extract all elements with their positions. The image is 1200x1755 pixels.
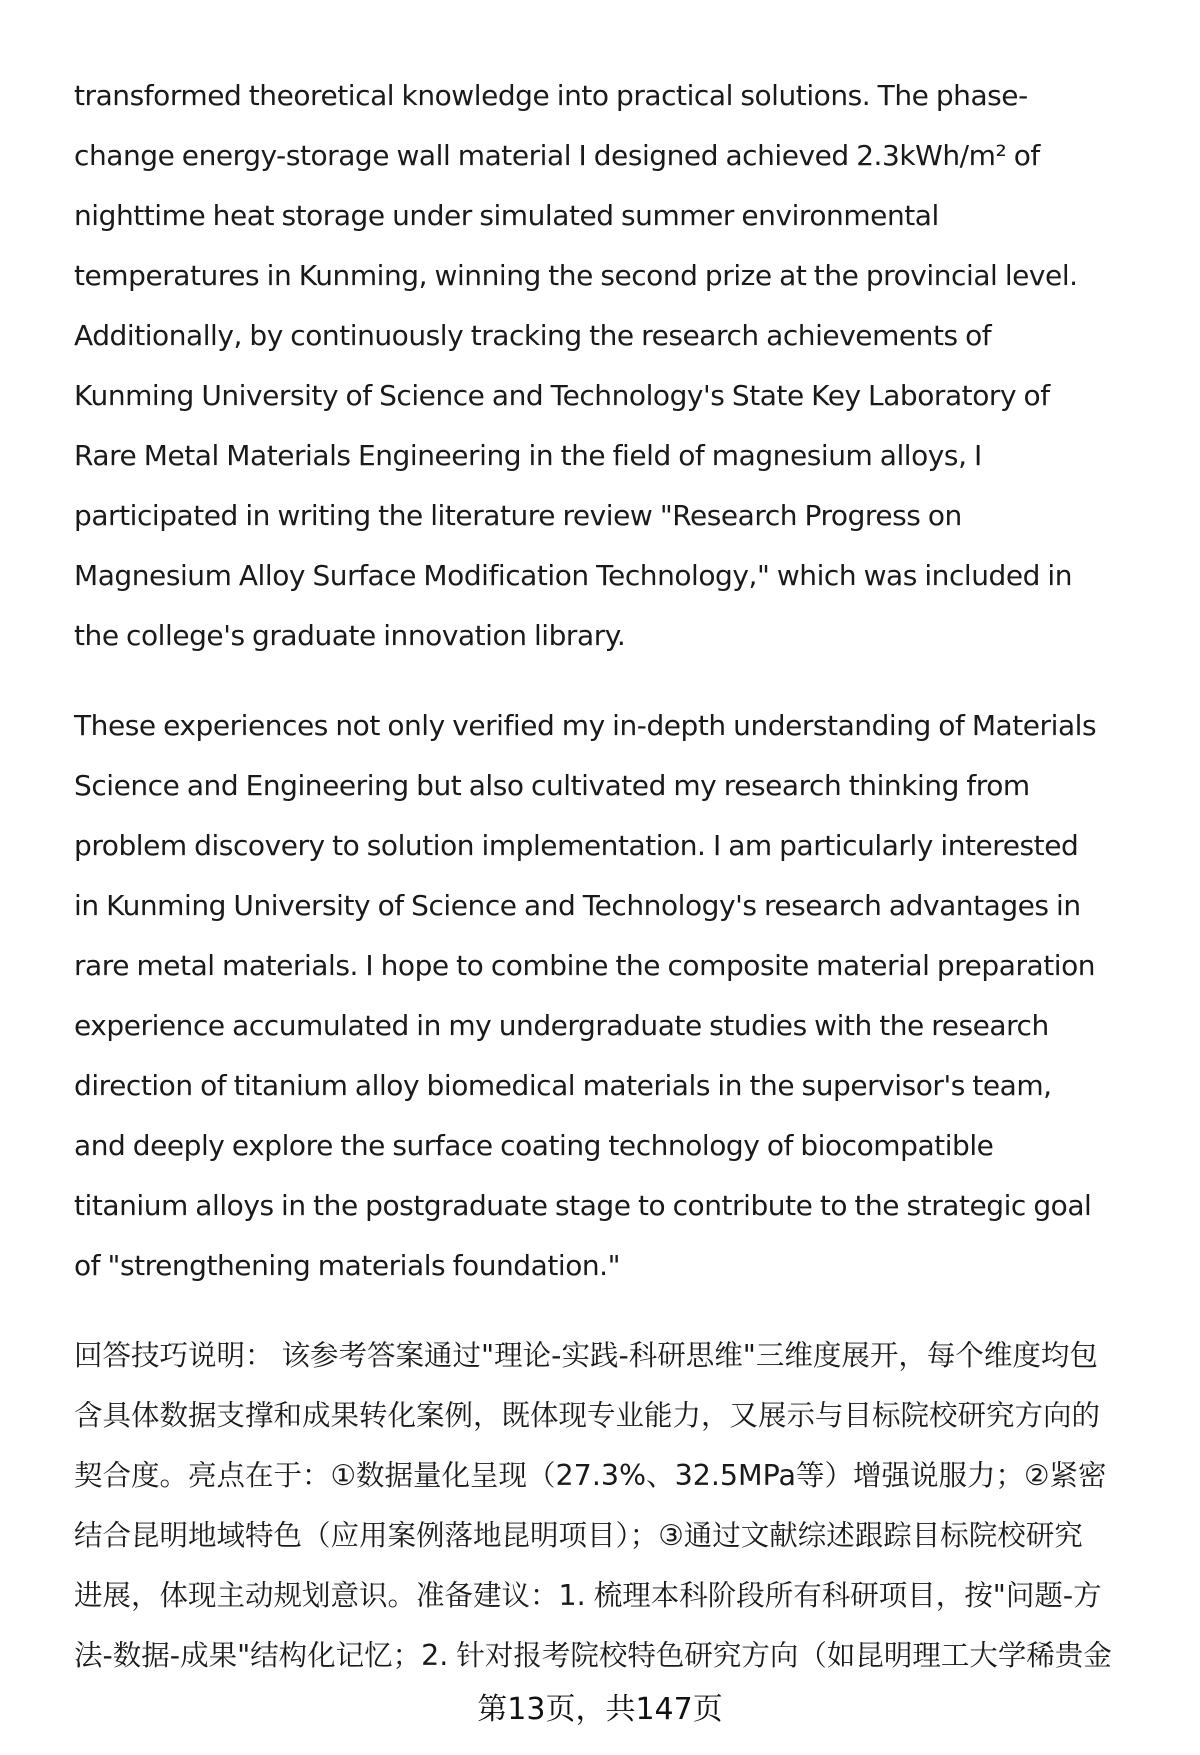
text-line: in Kunming University of Science and Technology's research advantages in bbox=[74, 889, 1081, 922]
text-line: 结合昆明地域特色（应用案例落地昆明项目）；③通过文献综述跟踪目标院校研究 bbox=[74, 1519, 1083, 1552]
text-line: 含具体数据支撑和成果转化案例，既体现专业能力，又展示与目标院校研究方向的 bbox=[74, 1399, 1101, 1432]
text-line: Rare Metal Materials Engineering in the field of magnesium alloys, I bbox=[74, 439, 982, 472]
paragraph-3-answer-tips bbox=[74, 1326, 1164, 1686]
text-line: rare metal materials. I hope to combine the composite material preparation bbox=[74, 949, 1096, 982]
text-line: Magnesium Alloy Surface Modification Technology," which was included in bbox=[74, 559, 1073, 592]
text-line: titanium alloys in the postgraduate stage to contribute to the strategic goal bbox=[74, 1189, 1092, 1222]
page-number: 第13页，共147页 bbox=[477, 1692, 723, 1727]
document-body bbox=[74, 66, 1164, 1686]
text-line: the college's graduate innovation library. bbox=[74, 619, 626, 652]
text-line: and deeply explore the surface coating technology of biocompatible bbox=[74, 1129, 994, 1162]
text-line: Science and Engineering but also cultivated my research thinking from bbox=[74, 769, 1030, 802]
text-line: 契合度。亮点在于：①数据量化呈现（27.3%、32.5MPa等）增强说服力；②紧密 bbox=[74, 1459, 1107, 1492]
text-line: problem discovery to solution implementation. I am particularly interested bbox=[74, 829, 1079, 862]
text-line: 进展，体现主动规划意识。准备建议：1. 梳理本科阶段所有科研项目，按"问题-方 bbox=[74, 1579, 1102, 1612]
text-line: of "strengthening materials foundation." bbox=[74, 1249, 621, 1282]
text-line: temperatures in Kunming, winning the second prize at the provincial level. bbox=[74, 259, 1078, 292]
text-line: change energy-storage wall material I designed achieved 2.3kWh/m² of bbox=[74, 139, 1040, 172]
paragraph-spacer bbox=[74, 666, 1164, 696]
text-line: experience accumulated in my undergraduate studies with the research bbox=[74, 1009, 1049, 1042]
paragraph-1 bbox=[74, 66, 1164, 666]
text-line: participated in writing the literature review "Research Progress on bbox=[74, 499, 962, 532]
text-line: transformed theoretical knowledge into practical solutions. The phase- bbox=[74, 79, 1028, 112]
text-line: nighttime heat storage under simulated summer environmental bbox=[74, 199, 939, 232]
text-line: 法-数据-成果"结构化记忆；2. 针对报考院校特色研究方向（如昆明理工大学稀贵金 bbox=[74, 1639, 1112, 1672]
text-line: Additionally, by continuously tracking the research achievements of bbox=[74, 319, 992, 352]
text-line: Kunming University of Science and Technology's State Key Laboratory of bbox=[74, 379, 1050, 412]
text-line: direction of titanium alloy biomedical materials in the supervisor's team, bbox=[74, 1069, 1052, 1102]
text-line: 回答技巧说明： 该参考答案通过"理论-实践-科研思维"三维度展开，每个维度均包 bbox=[74, 1339, 1098, 1372]
text-line: These experiences not only verified my in-depth understanding of Materials bbox=[74, 709, 1097, 742]
paragraph-2 bbox=[74, 696, 1164, 1296]
paragraph-spacer bbox=[74, 1296, 1164, 1326]
